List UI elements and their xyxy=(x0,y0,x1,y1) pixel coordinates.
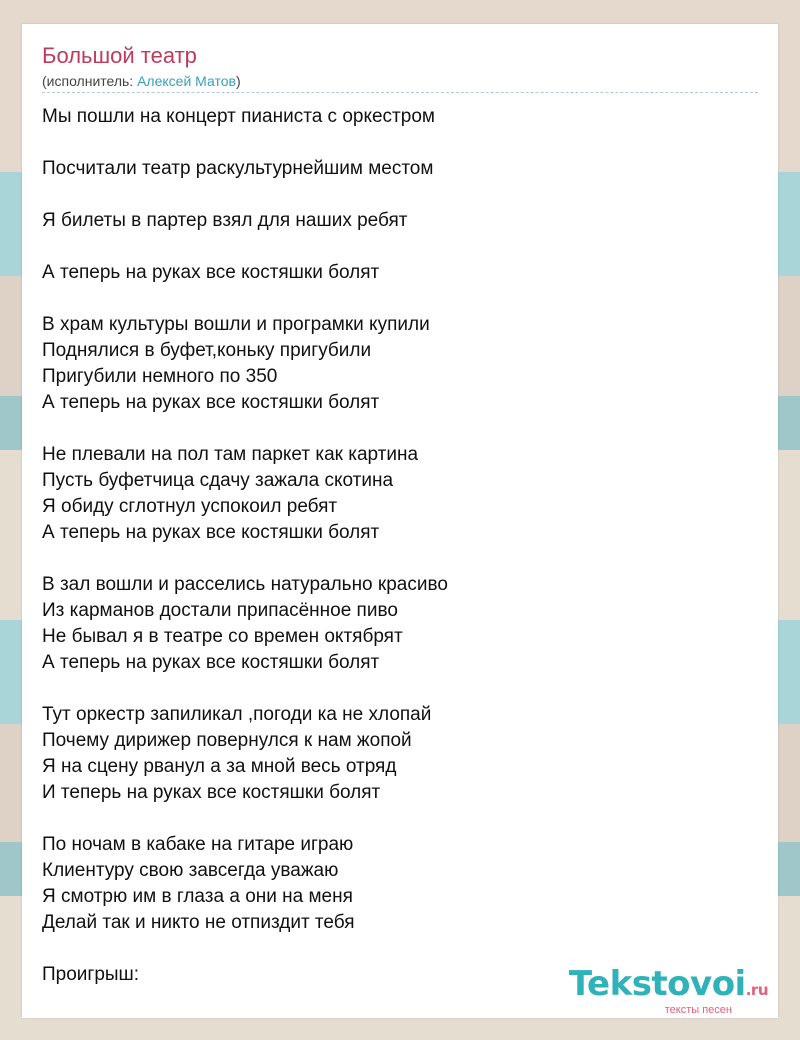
meta-suffix: ) xyxy=(235,73,241,89)
stanza-gap xyxy=(42,234,758,260)
song-title: Большой театр xyxy=(42,43,197,68)
lyric-line: Я на сцену рванул а за мной весь отряд xyxy=(42,756,397,777)
lyric-line: А теперь на руках все костяшки болят xyxy=(42,392,380,413)
stanza-gap xyxy=(42,416,758,442)
header-divider xyxy=(42,92,758,93)
logo-name: Tekstovoi xyxy=(568,964,746,1004)
stanza-gap xyxy=(42,286,758,312)
lyric-line: Проигрыш: xyxy=(42,964,140,985)
meta-prefix: (исполнитель: xyxy=(42,73,138,89)
stanza-gap xyxy=(42,936,758,962)
lyric-line: А теперь на руках все костяшки болят xyxy=(42,652,380,673)
lyric-line: Почему дирижер повернулся к нам жопой xyxy=(42,730,412,751)
site-logo[interactable] xyxy=(569,966,768,1016)
lyric-line: Пусть буфетчица сдачу зажала скотина xyxy=(42,470,394,491)
lyric-line: А теперь на руках все костяшки болят xyxy=(42,262,380,283)
lyric-line: И теперь на руках все костяшки болят xyxy=(42,782,381,803)
logo-tld: .ru xyxy=(745,981,768,999)
lyric-line: В зал вошли и расселись натурально красиво xyxy=(42,574,448,595)
lyric-line: Мы пошли на концерт пианиста с оркестром xyxy=(42,106,435,127)
stanza-gap xyxy=(42,130,758,156)
lyric-line: Посчитали театр раскультурнейшим местом xyxy=(42,158,434,179)
lyric-line: А теперь на руках все костяшки болят xyxy=(42,522,380,543)
song-meta xyxy=(42,72,758,90)
lyric-line: Пригубили немного по 350 xyxy=(42,366,278,387)
stanza-gap xyxy=(42,182,758,208)
lyric-line: Я смотрю им в глаза а они на меня xyxy=(42,886,353,907)
lyric-line: В храм культуры вошли и програмки купили xyxy=(42,314,430,335)
lyrics-card xyxy=(22,24,778,1018)
stanza-gap xyxy=(42,546,758,572)
lyric-line: Не плевали на пол там паркет как картина xyxy=(42,444,419,465)
lyric-line: Поднялися в буфет,коньку пригубили xyxy=(42,340,372,361)
lyrics-body xyxy=(42,104,758,988)
artist-link[interactable]: Алексей Матов xyxy=(137,73,236,89)
lyric-line: Из карманов достали припасённое пиво xyxy=(42,600,398,621)
lyric-line: Тут оркестр запиликал ,погоди ка не хлопай xyxy=(42,704,432,725)
lyric-line: Не бывал я в театре со времен октябрят xyxy=(42,626,403,647)
lyric-line: Клиентуру свою завсегда уважаю xyxy=(42,860,339,881)
lyric-line: По ночам в кабаке на гитаре играю xyxy=(42,834,354,855)
lyric-line: Делай так и никто не отпиздит тебя xyxy=(42,912,355,933)
lyric-line: Я билеты в партер взял для наших ребят xyxy=(42,210,408,231)
song-header xyxy=(42,42,758,90)
stanza-gap xyxy=(42,676,758,702)
stanza-gap xyxy=(42,806,758,832)
logo-tagline: тексты песен xyxy=(664,1004,732,1016)
lyric-line: Я обиду сглотнул успокоил ребят xyxy=(42,496,338,517)
